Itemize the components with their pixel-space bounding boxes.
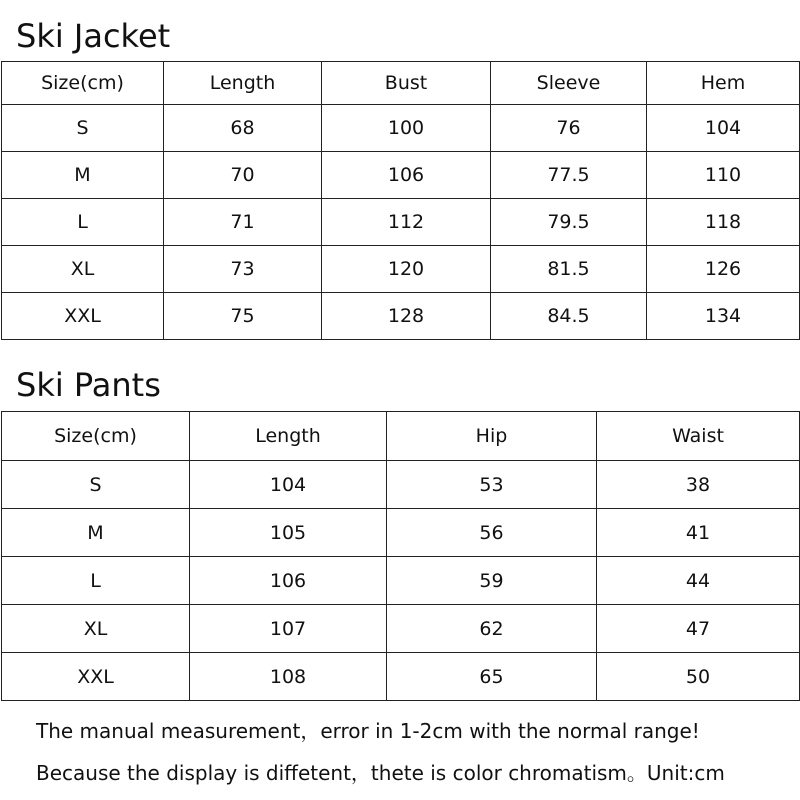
jacket-cell-sleeve: 81.5 <box>491 246 647 293</box>
pants-cell-waist: 47 <box>597 605 800 653</box>
pants-cell-size: S <box>2 461 190 509</box>
pants-header-row <box>2 412 800 461</box>
pants-size-table <box>1 411 800 701</box>
pants-cell-size: M <box>2 509 190 557</box>
jacket-cell-bust: 106 <box>322 152 491 199</box>
jacket-header-row <box>2 62 800 105</box>
jacket-cell-size: XXL <box>2 293 164 340</box>
table-row <box>2 246 800 293</box>
pants-cell-hip: 65 <box>387 653 597 701</box>
table-row <box>2 653 800 701</box>
jacket-cell-size: S <box>2 105 164 152</box>
jacket-size-table <box>1 61 800 340</box>
pants-col-length: Length <box>190 412 387 461</box>
pants-cell-length: 108 <box>190 653 387 701</box>
jacket-cell-hem: 118 <box>647 199 800 246</box>
pants-cell-length: 105 <box>190 509 387 557</box>
jacket-col-bust: Bust <box>322 62 491 105</box>
table-row <box>2 199 800 246</box>
jacket-cell-length: 75 <box>164 293 322 340</box>
table-row <box>2 461 800 509</box>
jacket-col-hem: Hem <box>647 62 800 105</box>
jacket-cell-size: M <box>2 152 164 199</box>
jacket-cell-bust: 128 <box>322 293 491 340</box>
jacket-cell-hem: 104 <box>647 105 800 152</box>
jacket-cell-length: 68 <box>164 105 322 152</box>
jacket-cell-hem: 134 <box>647 293 800 340</box>
pants-cell-hip: 53 <box>387 461 597 509</box>
jacket-cell-size: XL <box>2 246 164 293</box>
jacket-cell-length: 70 <box>164 152 322 199</box>
jacket-cell-length: 71 <box>164 199 322 246</box>
jacket-col-sleeve: Sleeve <box>491 62 647 105</box>
jacket-cell-bust: 112 <box>322 199 491 246</box>
pants-cell-size: L <box>2 557 190 605</box>
pants-col-hip: Hip <box>387 412 597 461</box>
jacket-col-size: Size(cm) <box>2 62 164 105</box>
jacket-cell-sleeve: 76 <box>491 105 647 152</box>
pants-cell-size: XL <box>2 605 190 653</box>
pants-cell-waist: 44 <box>597 557 800 605</box>
jacket-cell-bust: 120 <box>322 246 491 293</box>
pants-cell-hip: 62 <box>387 605 597 653</box>
pants-cell-hip: 56 <box>387 509 597 557</box>
measurement-note: The manual measurement，error in 1-2cm with the normal range! <box>36 719 700 743</box>
pants-col-waist: Waist <box>597 412 800 461</box>
pants-cell-waist: 50 <box>597 653 800 701</box>
pants-cell-hip: 59 <box>387 557 597 605</box>
jacket-cell-sleeve: 79.5 <box>491 199 647 246</box>
jacket-cell-hem: 110 <box>647 152 800 199</box>
jacket-cell-size: L <box>2 199 164 246</box>
table-row <box>2 105 800 152</box>
jacket-cell-hem: 126 <box>647 246 800 293</box>
pants-cell-waist: 38 <box>597 461 800 509</box>
table-row <box>2 557 800 605</box>
jacket-cell-bust: 100 <box>322 105 491 152</box>
jacket-cell-length: 73 <box>164 246 322 293</box>
jacket-cell-sleeve: 77.5 <box>491 152 647 199</box>
table-row <box>2 509 800 557</box>
pants-cell-length: 107 <box>190 605 387 653</box>
jacket-title: Ski Jacket <box>16 17 171 55</box>
pants-col-size: Size(cm) <box>2 412 190 461</box>
table-row <box>2 605 800 653</box>
jacket-col-length: Length <box>164 62 322 105</box>
pants-title: Ski Pants <box>16 366 161 404</box>
pants-cell-length: 104 <box>190 461 387 509</box>
pants-cell-waist: 41 <box>597 509 800 557</box>
table-row <box>2 152 800 199</box>
table-row <box>2 293 800 340</box>
pants-cell-length: 106 <box>190 557 387 605</box>
pants-cell-size: XXL <box>2 653 190 701</box>
jacket-cell-sleeve: 84.5 <box>491 293 647 340</box>
color-note: Because the display is diffetent，thete is color chromatism。Unit:cm <box>36 761 725 785</box>
